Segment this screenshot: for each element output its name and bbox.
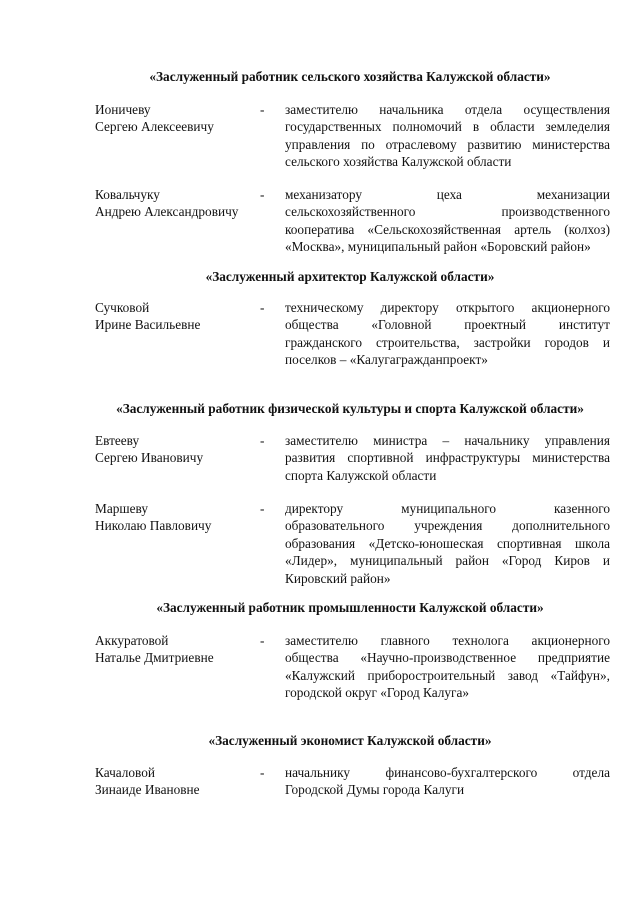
recipient-surname: Ковальчуку [95,187,160,202]
position-line: техническому директору открытого акционерного [285,300,610,315]
section-heading-industry: «Заслуженный работник промышленности Калужской области» [156,600,544,615]
position-line: Городской Думы города Калуги [285,782,465,798]
position-line: Кировский район» [285,570,391,586]
separator-dash: - [260,102,265,117]
recipient-name [95,632,265,667]
position-line: сельскохозяйственного производственного [285,204,610,220]
position-line: образовательного учреждения дополнительного [285,518,610,534]
recipient-name [95,500,265,535]
section-heading-agriculture: «Заслуженный работник сельского хозяйства Калужской области» [149,69,551,84]
position-line: заместителю начальника отдела осуществления [285,102,610,117]
position-line: «Калужский приборостроительный завод «Тайфун», [285,667,610,683]
position-line: общества «Научно-производственное предприятие [285,650,610,666]
recipient-surname: Сучковой [95,300,150,315]
position-line: государственных полномочий в области земледелия [285,119,610,135]
recipient-given-name: Ирине Васильевне [95,317,201,333]
position-line: управления по отраслевому развитию министерства [285,136,610,152]
position-line: заместителю министра – начальнику управления [285,433,610,448]
recipient-given-name: Андрею Александровичу [95,204,239,220]
separator-dash: - [260,633,265,648]
recipient-name [95,299,265,334]
recipient-surname: Ионичеву [95,102,151,117]
separator-dash: - [260,501,265,516]
recipient-name [95,432,265,467]
recipient-position [285,432,610,484]
recipient-position [285,500,610,587]
recipient-surname: Качаловой [95,765,156,780]
recipient-surname: Аккуратовой [95,633,169,648]
recipient-name [95,764,265,799]
recipient-position [285,764,610,799]
position-line: спорта Калужской области [285,467,437,483]
separator-dash: - [260,433,265,448]
section-heading-economist: «Заслуженный экономист Калужской области» [208,733,492,748]
position-line: гражданского строительства, застройки городов и [285,334,610,350]
recipient-position [285,299,610,369]
position-line: начальнику финансово-бухгалтерского отдела [285,765,610,780]
recipient-given-name: Николаю Павловичу [95,518,212,534]
position-line: сельского хозяйства Калужской области [285,154,512,170]
recipient-name [95,101,265,136]
recipient-given-name: Зинаиде Ивановне [95,782,200,798]
recipient-position [285,101,610,171]
separator-dash: - [260,187,265,202]
position-line: общества «Головной проектный институт [285,317,610,333]
recipient-given-name: Сергею Алексеевичу [95,119,214,135]
separator-dash: - [260,300,265,315]
section-heading-sport: «Заслуженный работник физической культуры и спорта Калужской области» [116,401,584,416]
position-line: кооператива «Сельскохозяйственная артель (колхоз) [285,221,610,237]
recipient-name [95,186,265,221]
separator-dash: - [260,765,265,780]
position-line: заместителю главного технолога акционерного [285,633,610,648]
section-heading-architect: «Заслуженный архитектор Калужской области» [205,269,495,284]
position-line: директору муниципального казенного [285,501,610,516]
position-line: развития спортивной инфраструктуры министерства [285,450,610,466]
position-line: образования «Детско-юношеская спортивная школа [285,535,610,551]
position-line: механизатору цеха механизации [285,187,610,202]
recipient-surname: Маршеву [95,501,148,516]
recipient-surname: Евтееву [95,433,140,448]
recipient-given-name: Наталье Дмитриевне [95,650,214,666]
position-line: «Лидер», муниципальный район «Город Киров и [285,553,610,569]
position-line: городской округ «Город Калуга» [285,685,470,701]
recipient-given-name: Сергею Ивановичу [95,450,204,466]
recipient-position [285,632,610,702]
recipient-position [285,186,610,256]
position-line: «Москва», муниципальный район «Боровский район» [285,239,591,255]
position-line: поселков – «Калугагражданпроект» [285,352,488,368]
